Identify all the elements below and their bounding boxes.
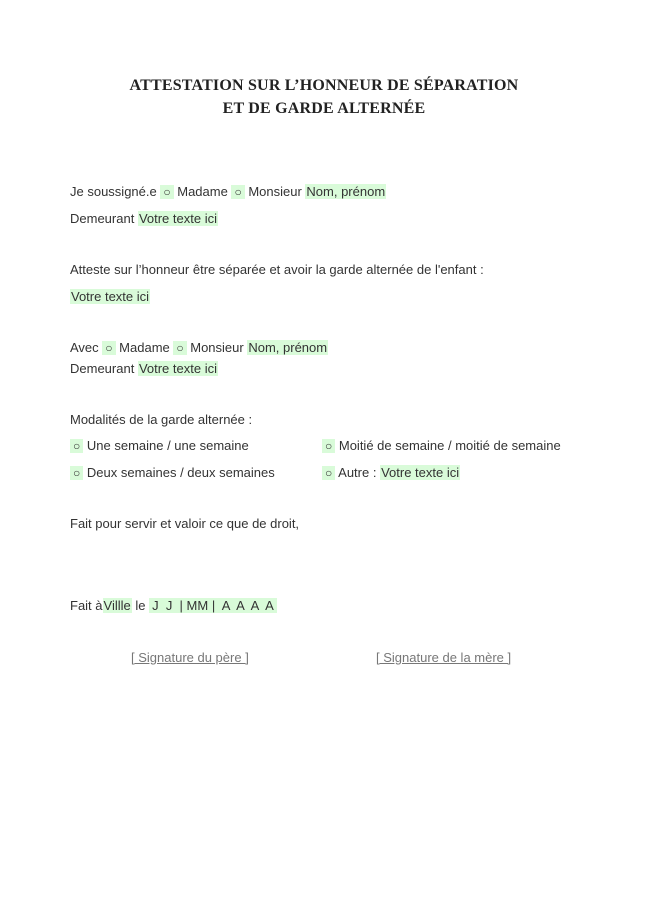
other-parent-address-label: Demeurant: [70, 361, 135, 376]
date-le: le: [135, 598, 146, 613]
custody-option-4-label: Autre :: [338, 465, 377, 480]
city-field[interactable]: Villle: [103, 598, 131, 613]
radio-custody-1[interactable]: ○: [70, 439, 83, 453]
radio-custody-2[interactable]: ○: [322, 439, 335, 453]
other-parent-name-field[interactable]: Nom, prénom: [248, 340, 328, 355]
place-date-line: [70, 597, 277, 615]
radio-custody-3[interactable]: ○: [70, 466, 83, 480]
signatory-name-field[interactable]: Nom, prénom: [306, 184, 386, 199]
child-line: [70, 288, 150, 306]
radio-custody-4[interactable]: ○: [322, 466, 335, 480]
radio-madame-1[interactable]: ○: [160, 185, 173, 199]
label-madame-2: Madame: [119, 340, 170, 355]
radio-monsieur-2[interactable]: ○: [173, 341, 186, 355]
other-parent-address-field[interactable]: Votre texte ici: [138, 361, 217, 376]
attest-statement: Atteste sur l’honneur être séparée et avoir la garde alternée de l'enfant :: [70, 262, 484, 277]
signatory-address-line: [70, 210, 218, 228]
label-madame-1: Madame: [177, 184, 228, 199]
radio-monsieur-1[interactable]: ○: [231, 185, 244, 199]
signatory-address-field[interactable]: Votre texte ici: [138, 211, 217, 226]
custody-option-1-label: Une semaine / une semaine: [86, 438, 249, 453]
child-field[interactable]: Votre texte ici: [71, 289, 150, 304]
custody-option-2: [322, 437, 561, 455]
custody-option-2-label: Moitié de semaine / moitié de semaine: [338, 438, 561, 453]
other-parent-prefix: Avec: [70, 340, 99, 355]
signatory-line: [70, 183, 386, 201]
radio-madame-2[interactable]: ○: [102, 341, 115, 355]
label-monsieur-2: Monsieur: [190, 340, 244, 355]
place-prefix: Fait à: [70, 598, 103, 613]
signatory-address-label: Demeurant: [70, 211, 135, 226]
date-field[interactable]: J J | MM | A A A A: [149, 598, 277, 613]
custody-other-field[interactable]: Votre texte ici: [381, 465, 460, 480]
custody-label: Modalités de la garde alternée :: [70, 412, 253, 427]
label-monsieur-1: Monsieur: [248, 184, 302, 199]
closing-statement: Fait pour servir et valoir ce que de droit,: [70, 516, 300, 531]
signatory-prefix: Je soussigné.e: [70, 184, 157, 199]
document-title-line-2: ET DE GARDE ALTERNÉE: [222, 100, 426, 117]
document-title-line-1: ATTESTATION SUR L’HONNEUR DE SÉPARATION: [129, 77, 519, 94]
other-parent-address-line: [70, 360, 218, 378]
mother-signature-field[interactable]: [ Signature de la mère ]: [376, 650, 512, 665]
custody-option-3-label: Deux semaines / deux semaines: [86, 465, 275, 480]
custody-option-4: [322, 464, 460, 482]
father-signature-field[interactable]: [ Signature du père ]: [131, 650, 249, 665]
custody-option-1: [70, 437, 249, 455]
other-parent-line: [70, 339, 328, 357]
custody-option-3: [70, 464, 275, 482]
